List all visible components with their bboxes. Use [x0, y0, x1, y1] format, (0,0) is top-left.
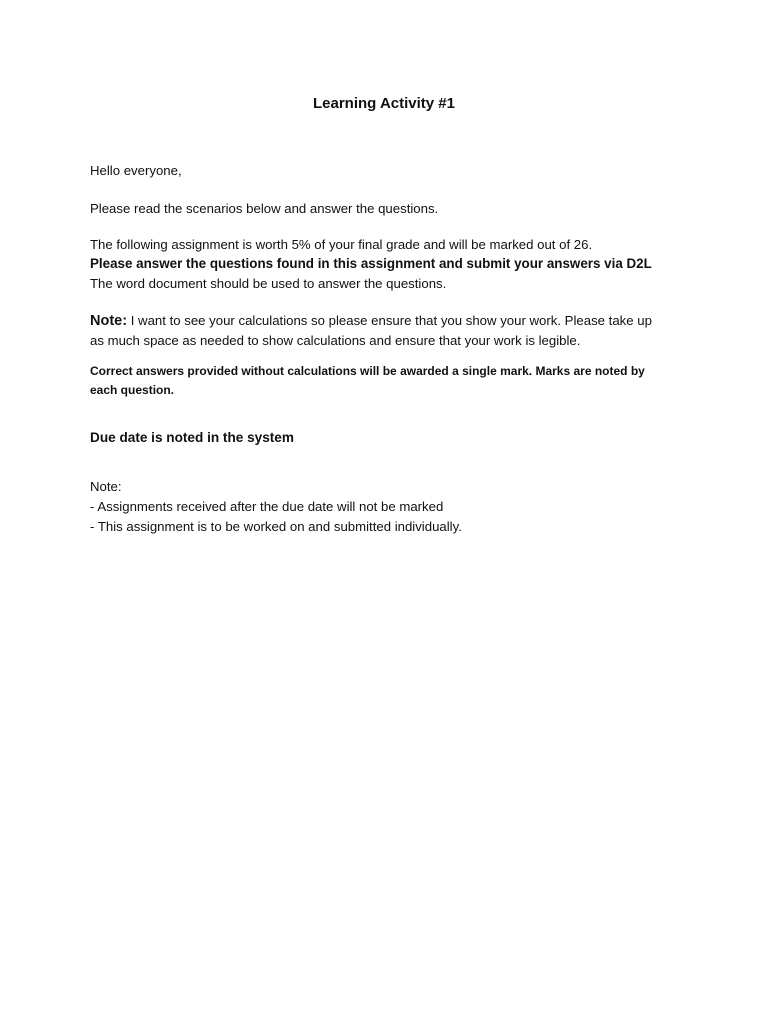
note-paragraph [90, 311, 700, 351]
final-note-paragraph [90, 477, 690, 537]
final-note-item-1: - Assignments received after the due date will not be marked [90, 499, 444, 514]
word-document-text: The word document should be used to answer the questions. [90, 276, 447, 291]
submit-text: Please answer the questions found in this assignment and submit your answers via D2L [90, 256, 652, 271]
instruction-text: Please read the scenarios below and answer the questions. [90, 201, 439, 216]
worth-text: The following assignment is worth 5% of your final grade and will be marked out of 26. [90, 237, 593, 252]
due-date-text: Due date is noted in the system [90, 430, 294, 445]
correct-answers-paragraph [90, 362, 700, 400]
note-line-2: as much space as needed to show calculations and ensure that your work is legible. [90, 333, 581, 348]
note-label: Note: [90, 313, 128, 329]
correct-answers-line-1: Correct answers provided without calculations will be awarded a single mark. Marks are noted by [90, 364, 645, 378]
final-note-item-2: - This assignment is to be worked on and submitted individually. [90, 519, 462, 534]
document-title: Learning Activity #1 [313, 95, 455, 112]
greeting-text: Hello everyone, [90, 163, 182, 178]
correct-answers-line-2: each question. [90, 383, 175, 397]
note-line-1: I want to see your calculations so please ensure that you show your work. Please take up [127, 313, 652, 328]
final-note-label: Note: [90, 479, 122, 494]
